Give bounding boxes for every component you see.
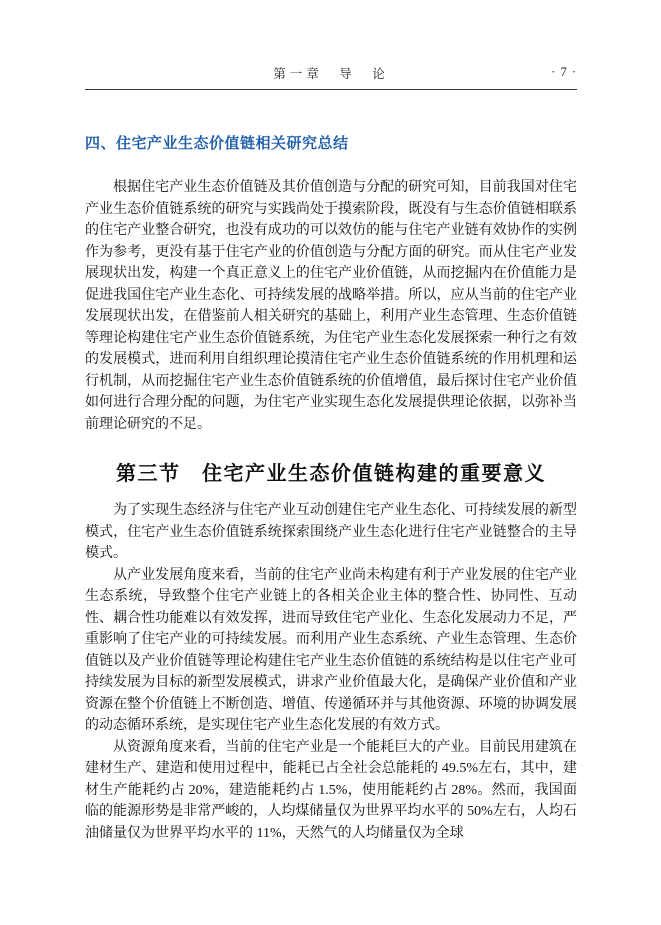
page-number: · 7 ·	[551, 65, 577, 79]
paragraph-resource-view: 从资源角度来看，当前的住宅产业是一个能耗巨大的产业。目前民用建筑在建材生产、建造和使用过程中，能耗已占全社会总能耗的 49.5%左右，其中，建材生产能耗约占 20%，建造能耗约占 1.5%，使用能耗约占 28%。然而，我国面临的能源形势是非常严峻的，人均煤储量仅为世界平均水平的 50%左右，人均石油储量仅为世界平均水平的 11%，天然气的人均储量仅为全球	[85, 739, 577, 841]
paragraph-industry-development-view: 从产业发展角度来看，当前的住宅产业尚未构建有利于产业发展的住宅产业生态系统，导致整个住宅产业链上的各相关企业主体的整合性、协同性、互动性、耦合性功能难以有效发挥，进而导致住宅产业化、生态化发展动力不足，严重影响了住宅产业的可持续发展。而利用产业生态系统、产业生态管理、生态价值链以及产业价值链等理论构建住宅产业生态价值链的系统结构是以住宅产业可持续发展为目标的新型发展模式，讲求产业价值最大化，是确保产业价值和产业资源在整个价值链上不断创造、增值、传递循环并与其他资源、环境的协调发展的动态循环系统，是实现住宅产业生态化发展的有效方式。	[85, 567, 577, 733]
paragraph-eco-economy-model: 为了实现生态经济与住宅产业互动创建住宅产业生态化、可持续发展的新型模式，住宅产业生态价值链系统探索围绕产业生态化进行住宅产业链整合的主导模式。	[85, 503, 577, 561]
subsection-heading: 四、住宅产业生态价值链相关研究总结	[85, 136, 349, 152]
running-header-chapter-title: 第一章 导 论	[273, 67, 389, 81]
paragraph-research-summary: 根据住宅产业生态价值链及其价值创造与分配的研究可知，目前我国对住宅产业生态价值链系统的研究与实践尚处于摸索阶段，既没有与生态价值链相联系的住宅产业整合研究，也没有成功的可以效仿的能与住宅产业链有效协作的实例作为参考，更没有基于住宅产业的价值创造与分配方面的研究。而从住宅产业发展现状出发，构建一个真正意义上的住宅产业价值链，从而挖掘内在价值能力是促进我国住宅产业生态化、可持续发展的战略举措。所以，应从当前的住宅产业发展现状出发，在借鉴前人相关研究的基础上，利用产业生态管理、生态价值链等理论构建住宅产业生态价值链系统，为住宅产业生态化发展探索一种行之有效的发展模式，进而利用自组织理论摸清住宅产业生态价值链系统的作用机理和运行机制，从而挖掘住宅产业生态价值链系统的价值增值，最后探讨住宅产业价值如何进行合理分配的问题，为住宅产业实现生态化发展提供理论依据，以弥补当前理论研究的不足。	[85, 180, 577, 432]
section-heading: 第三节 住宅产业生态价值链构建的重要意义	[116, 463, 546, 485]
running-header	[85, 64, 577, 90]
